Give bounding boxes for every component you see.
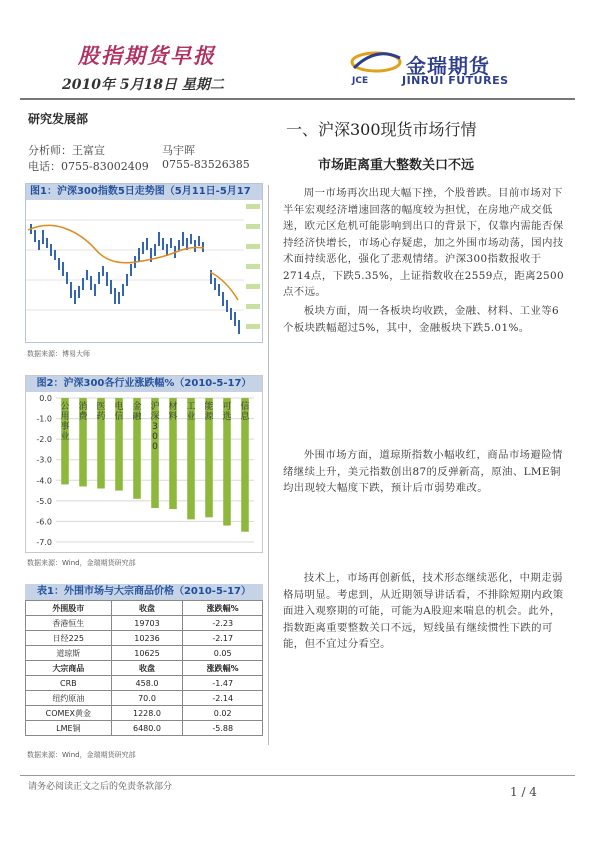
- category-label: 0: [152, 442, 158, 452]
- table-row: [26, 676, 263, 691]
- figure-2-sector-chart: [25, 375, 263, 553]
- paragraph-market-summary: 周一市场再次出现大幅下挫，个股普跌。目前市场对下半年宏观经济增速回落的幅度较为担忧，在房地产成交低迷，欧元区危机可能影响到出口的背景下，仅靠内需能否保持经济快增长，市场心存疑虑，加之外围市场动荡，国内技术面持续恶化，强化了悲观情绪。沪深300指数报收于2714点，下跌5.35%，上证指数收在2559点，距离2500点不远。: [283, 187, 564, 298]
- category-label: 医: [96, 402, 106, 412]
- y-tick-label: -6.0: [36, 517, 52, 527]
- report-title: 股指期货早报: [78, 43, 216, 68]
- sector-change-bar-chart: [26, 392, 262, 552]
- table-cell: -2.23: [183, 616, 263, 631]
- analyst-name: 分析师：王富宣: [28, 144, 105, 157]
- category-label: 信: [240, 402, 250, 412]
- department-name: 研究发展部: [28, 112, 89, 126]
- table-row: [26, 706, 263, 721]
- table-source: 数据来源：Wind，金瑞期货研究部: [27, 751, 136, 759]
- company-logo: [348, 44, 538, 90]
- disclaimer-note: 请务必阅读正文之后的免责条款部分: [28, 782, 173, 792]
- y-tick-label: -1.0: [36, 414, 52, 424]
- category-label: 业: [186, 412, 196, 422]
- category-label: 消: [78, 402, 88, 412]
- y-tick-label: -2.0: [36, 435, 52, 445]
- logo-name-cn: 金瑞期货: [406, 54, 490, 78]
- paragraph-external-markets: 外围市场方面，道琼斯指数小幅收红，商品市场避险情绪继续上升，美元指数创出87的反弹新高，原油、LME铜均出现较大幅度下跌，预计后市弱势难改。: [283, 449, 563, 494]
- table-cell: 19703: [111, 616, 183, 631]
- y-tick-label: -4.0: [36, 476, 52, 486]
- y-tick-label: -3.0: [36, 455, 52, 465]
- table-cell: COMEX黄金: [26, 706, 112, 721]
- paragraph-technical: 技术上，市场再创新低，技术形态继续恶化，中期走弱格局明显。考虑到，从近期领导讲话看，不排除短期内政策面进入观察期的可能，可能为A股迎来喘息的机会。此外，指数距离重要整数关口不远，短线虽有继续惯性下跌的可能，但不宜过分看空。: [283, 572, 564, 650]
- intraday-price-chart: [26, 200, 262, 342]
- category-label: 事: [60, 422, 70, 432]
- category-label: 息: [240, 412, 250, 422]
- figure-2-source: 数据来源：Wind，金瑞期货研究部: [27, 559, 136, 567]
- y-tick-label: -7.0: [36, 538, 52, 547]
- analyst-phone: 电话：0755-83002409: [28, 160, 149, 173]
- category-label: 深: [150, 412, 160, 422]
- table-header: 涨跌幅%: [183, 601, 263, 616]
- section-subtitle: 市场距离重大整数关口不远: [318, 158, 475, 173]
- analyst-phone-2: 0755-83526385: [162, 158, 250, 171]
- category-label: 费: [78, 412, 88, 422]
- table-row: [26, 616, 263, 631]
- table-cell: 458.0: [111, 676, 183, 691]
- table-header-row: [26, 661, 263, 676]
- table-cell: 0.02: [183, 706, 263, 721]
- category-label: 信: [114, 412, 124, 422]
- category-label: 沪: [150, 402, 160, 412]
- table-caption: 表1：外围市场与大宗商品价格（2010-5-17）: [25, 584, 263, 600]
- table-header: 收盘: [111, 601, 183, 616]
- category-label: 选: [222, 412, 232, 422]
- logo-swoosh-icon: [348, 44, 408, 78]
- table-cell: 纽约原油: [26, 691, 112, 706]
- table-cell: 10236: [111, 631, 183, 646]
- category-label: 业: [60, 432, 70, 442]
- figure-1-caption: 图1：沪深300指数5日走势图（5月11日-5月17: [26, 184, 262, 200]
- category-label: 3: [152, 422, 158, 432]
- table-cell: 6480.0: [111, 721, 183, 736]
- table-cell: 0.05: [183, 646, 263, 661]
- table-cell: 1228.0: [111, 706, 183, 721]
- table-cell: LME铜: [26, 721, 112, 736]
- table-cell: -5.88: [183, 721, 263, 736]
- table-cell: 道琼斯: [26, 646, 112, 661]
- figure-1-source: 数据来源：博易大师: [27, 350, 90, 358]
- market-price-table: [25, 584, 263, 759]
- table-cell: 70.0: [111, 691, 183, 706]
- report-date: 2010年 5月18日 星期二: [62, 77, 224, 93]
- page-number: 1 / 4: [510, 785, 537, 799]
- header-divider: [20, 98, 575, 100]
- table-header: 收盘: [111, 661, 183, 676]
- table-row: [26, 721, 263, 736]
- category-label: 药: [96, 412, 106, 422]
- figure-1-intraday-chart: [25, 183, 263, 343]
- figure-2-caption: 图2：沪深300各行业涨跌幅%（2010-5-17）: [26, 376, 262, 392]
- category-label: 电: [114, 402, 124, 412]
- table-header: 涨跌幅%: [183, 661, 263, 676]
- table-row: [26, 646, 263, 661]
- y-tick-label: 0.0: [39, 394, 52, 403]
- footer-divider: [20, 775, 575, 776]
- table-cell: 10625: [111, 646, 183, 661]
- table-row: [26, 631, 263, 646]
- category-label: 0: [152, 432, 158, 442]
- logo-name-en: JINRUI FUTURES: [402, 74, 509, 87]
- table-cell: -2.14: [183, 691, 263, 706]
- analyst-name-2: 马宇晖: [162, 144, 195, 157]
- table-row: [26, 691, 263, 706]
- category-label: 材: [168, 402, 178, 412]
- table-header-row: [26, 601, 263, 616]
- y-tick-label: -5.0: [36, 496, 52, 506]
- table-cell: CRB: [26, 676, 112, 691]
- category-label: 源: [204, 412, 214, 422]
- category-label: 用: [60, 412, 70, 422]
- table-cell: 日经225: [26, 631, 112, 646]
- category-label: 能: [204, 402, 214, 412]
- section-title: 一、沪深300现货市场行情: [286, 120, 477, 139]
- logo-abbr: JCE: [352, 76, 369, 86]
- table-header: 外围股市: [26, 601, 112, 616]
- category-label: 可: [222, 402, 232, 412]
- category-label: 金: [132, 402, 142, 412]
- table-cell: -2.17: [183, 631, 263, 646]
- paragraph-sectors: 板块方面，周一各板块均收跌，金融、材料、工业等6个板块跌幅超过5%，其中，金融板块下跌5.01%。: [283, 305, 559, 334]
- table-header: 大宗商品: [26, 661, 112, 676]
- table-cell: 香港恒生: [26, 616, 112, 631]
- category-label: 料: [168, 412, 178, 422]
- column-divider: [268, 185, 269, 745]
- table-cell: -1.47: [183, 676, 263, 691]
- category-label: 融: [132, 412, 142, 422]
- category-label: 工: [186, 402, 196, 412]
- category-label: 公: [60, 402, 70, 412]
